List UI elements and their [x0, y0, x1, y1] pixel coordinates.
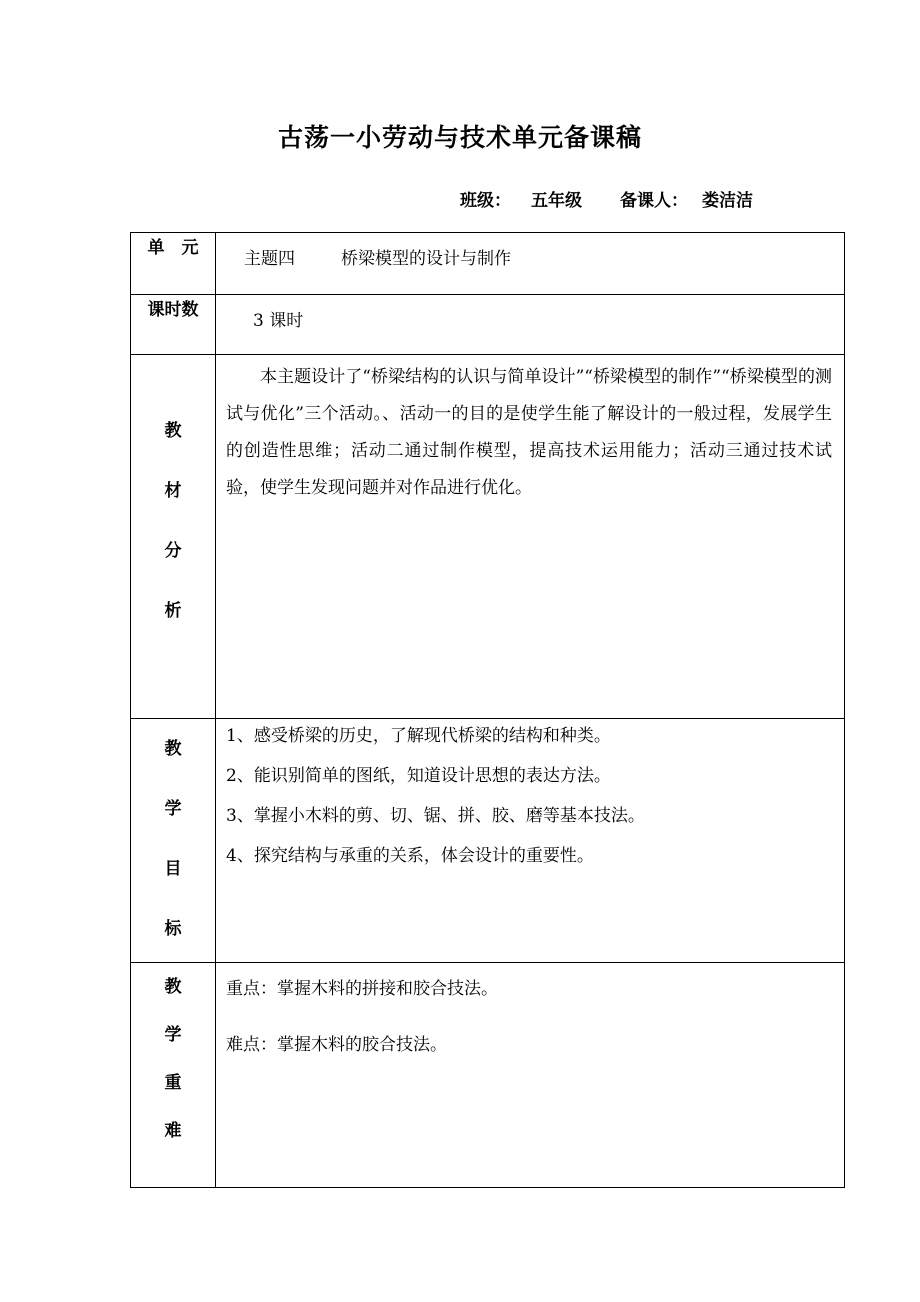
teacher-value: 娄洁洁 [702, 191, 753, 211]
objective-item-1: 1、感受桥梁的历史，了解现代桥梁的结构和种类。 [226, 726, 611, 746]
hours-label: 课时数 [131, 295, 216, 355]
hours-value: 3 课时 [253, 311, 304, 331]
analysis-label-char-2: 材 [164, 481, 182, 501]
difficult-point: 难点：掌握木料的胶合技法。 [226, 1035, 447, 1055]
unit-title: 桥梁模型的设计与制作 [341, 249, 511, 269]
objective-item-2: 2、能识别简单的图纸，知道设计思想的表达方法。 [226, 766, 611, 786]
objectives-label-char-4: 标 [164, 919, 182, 939]
row-unit [131, 233, 845, 295]
objectives-label [131, 719, 216, 963]
header-meta [460, 186, 753, 211]
row-key-points [131, 963, 845, 1188]
objective-item-4: 4、探究结构与承重的关系，体会设计的重要性。 [226, 846, 594, 866]
key-points-label-char-4: 难 [164, 1121, 182, 1141]
class-value: 五年级 [531, 191, 582, 211]
objectives-label-char-3: 目 [164, 859, 182, 879]
key-points-label-char-3: 重 [164, 1073, 182, 1093]
analysis-label-char-1: 教 [164, 421, 182, 441]
class-label: 班级： [460, 191, 511, 211]
analysis-text: 本主题设计了“桥梁结构的认识与简单设计”“桥梁模型的制作”“桥梁模型的测试与优化”三个活动。、活动一的目的是使学生能了解设计的一般过程，发展学生的创造性思维；活动二通过制作模型，提高技术运用能力；活动三通过技术试验，使学生发现问题并对作品进行优化。 [226, 367, 832, 498]
row-objectives [131, 719, 845, 963]
objectives-content [216, 719, 845, 963]
teacher-label: 备课人： [620, 191, 688, 211]
hours-content [216, 295, 845, 355]
analysis-label [131, 355, 216, 719]
unit-label: 单 元 [131, 233, 216, 295]
row-analysis [131, 355, 845, 719]
analysis-label-char-3: 分 [164, 541, 182, 561]
key-point: 重点：掌握木料的拼接和胶合技法。 [226, 979, 498, 999]
objective-item-3: 3、掌握小木料的剪、切、锯、拼、胶、磨等基本技法。 [226, 806, 645, 826]
key-points-label-char-2: 学 [164, 1025, 182, 1045]
key-points-label [131, 963, 216, 1188]
unit-content [216, 233, 845, 295]
unit-topic: 主题四 [244, 249, 295, 269]
row-hours [131, 295, 845, 355]
key-points-content [216, 963, 845, 1188]
objectives-label-char-2: 学 [164, 799, 182, 819]
analysis-label-char-4: 析 [164, 601, 182, 621]
lesson-plan-table [130, 232, 845, 1188]
objectives-label-char-1: 教 [164, 739, 182, 759]
analysis-content [216, 355, 845, 719]
key-points-label-char-1: 教 [164, 977, 182, 997]
page-title: 古荡一小劳动与技术单元备课稿 [277, 123, 642, 152]
